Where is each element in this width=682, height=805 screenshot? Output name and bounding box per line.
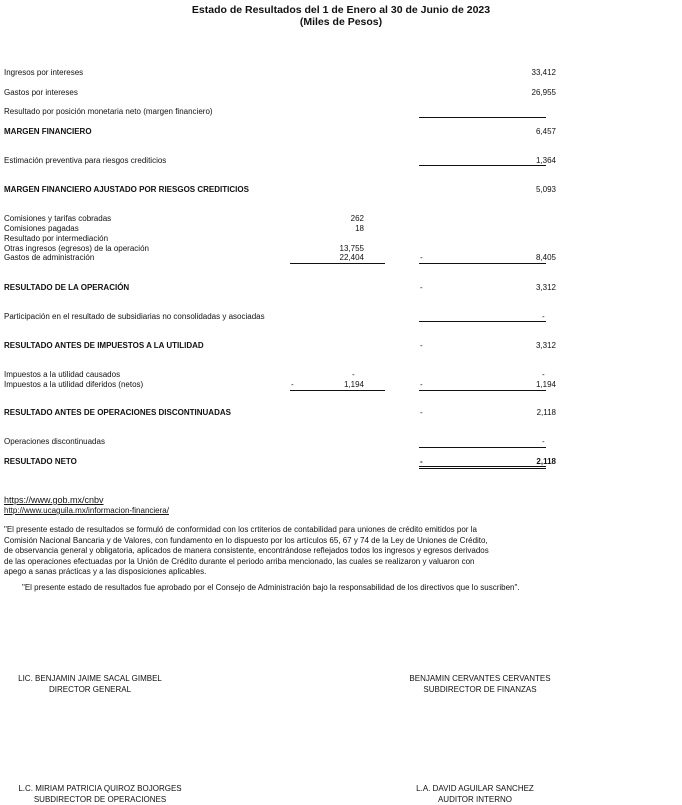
signature-name: LIC. BENJAMIN JAIME SACAL GIMBEL — [18, 674, 162, 683]
row-total-estimacion: 1,364 — [535, 156, 556, 165]
underline-margen-financiero — [419, 117, 546, 118]
underline-gastos-admin-amount — [290, 263, 385, 264]
link-cnbv[interactable]: https://www.gob.mx/cnbv — [4, 495, 104, 505]
row-label-gastos-admin: Gastos de administración — [4, 253, 95, 262]
row-label-comisiones-pagadas: Comisiones pagadas — [4, 224, 79, 233]
row-label-gastos-intereses: Gastos por intereses — [4, 88, 78, 97]
row-dash-antes-discontinuadas: - — [420, 408, 423, 417]
link-ucaguila[interactable]: http://www.ucaguila.mx/informacion-financiera/ — [4, 506, 169, 515]
row-total-impuestos-causados: - — [542, 370, 545, 379]
row-label-resultado-neto: RESULTADO NETO — [4, 457, 77, 466]
signature-subdirector-finanzas — [395, 673, 565, 695]
row-dash-left-impuestos-diferidos: - — [291, 380, 294, 389]
signature-name: L.A. DAVID AGUILAR SANCHEZ — [416, 784, 534, 793]
row-total-participacion: - — [542, 312, 545, 321]
row-total-antes-impuestos: 3,312 — [535, 341, 556, 350]
row-total-margen-financiero: 6,457 — [535, 127, 556, 136]
row-total-margen-ajustado: 5,093 — [535, 185, 556, 194]
row-label-resultado-operacion: RESULTADO DE LA OPERACIÓN — [4, 283, 130, 292]
row-label-intermediacion: Resultado por intermediación — [4, 234, 109, 243]
row-label-impuestos-diferidos: Impuestos a la utilidad diferidos (netos) — [4, 380, 144, 389]
row-dash-impuestos-diferidos: - — [420, 380, 423, 389]
row-label-margen-ajustado: MARGEN FINANCIERO AJUSTADO POR RIESGOS CREDITICIOS — [4, 185, 249, 194]
signature-subdirector-operaciones — [0, 783, 200, 805]
row-total-ingresos-intereses: 33,412 — [531, 68, 556, 77]
row-label-comisiones-cobradas: Comisiones y tarifas cobradas — [4, 214, 112, 223]
row-total-antes-discontinuadas: 2,118 — [536, 408, 556, 417]
double-underline-resultado-neto — [419, 466, 546, 469]
row-label-discontinuadas: Operaciones discontinuadas — [4, 437, 105, 446]
underline-impuestos-total — [419, 390, 546, 391]
underline-participacion — [419, 321, 546, 322]
signature-title: SUBDIRECTOR DE FINANZAS — [423, 685, 537, 694]
compliance-note-line-1: "El presente estado de resultados se formuló de conformidad con los crtiterios de contabilidad para uniones de crédito emitidos por la — [4, 525, 477, 534]
compliance-note-line-5: apego a sanas prácticas y a las disposiciones aplicables. — [4, 567, 207, 577]
row-label-impuestos-causados: Impuestos a la utilidad causados — [4, 370, 121, 379]
underline-gastos-admin-total — [419, 263, 546, 264]
row-label-posicion-monetaria: Resultado por posición monetaria neto (margen financiero) — [4, 107, 213, 116]
row-amount-gastos-admin: 22,404 — [339, 253, 364, 262]
row-label-antes-impuestos: RESULTADO ANTES DE IMPUESTOS A LA UTILIDAD — [4, 341, 204, 350]
row-label-estimacion: Estimación preventiva para riesgos crediticios — [4, 156, 167, 165]
row-amount-comisiones-pagadas: 18 — [355, 224, 364, 233]
signature-title: SUBDIRECTOR DE OPERACIONES — [33, 795, 167, 804]
signature-name: BENJAMIN CERVANTES CERVANTES — [409, 674, 551, 683]
row-total-impuestos-diferidos: 1,194 — [535, 380, 556, 389]
compliance-note-line-4: de las operaciones efectuadas por la Unión de Crédito durante el periodo arriba mencionado, las cuales se realizaron y valuaron con — [4, 556, 475, 566]
row-amount-comisiones-cobradas: 262 — [350, 214, 364, 223]
row-label-antes-discontinuadas: RESULTADO ANTES DE OPERACIONES DISCONTINUADAS — [4, 408, 231, 417]
row-dash-gastos-admin: - — [420, 253, 423, 262]
compliance-note-line-3: de observancia general y obligatoria, aplicados de manera consistente, encontrándose reflejados todos los ingresos y egresos derivados — [4, 546, 489, 556]
row-label-margen-financiero: MARGEN FINANCIERO — [4, 127, 92, 136]
statement-subtitle: (Miles de Pesos) — [299, 16, 383, 28]
row-label-ingresos-intereses: Ingresos por intereses — [4, 68, 84, 77]
row-label-participacion: Participación en el resultado de subsidiarias no consolidadas y asociadas — [4, 312, 265, 321]
row-dash-resultado-operacion: - — [420, 283, 423, 292]
row-amount-otros-ingresos: 13,755 — [339, 244, 364, 253]
signature-title: AUDITOR INTERNO — [437, 795, 513, 804]
signature-director-general — [0, 673, 180, 695]
signature-title: DIRECTOR GENERAL — [48, 685, 132, 694]
statement-title: Estado de Resultados del 1 de Enero al 30 de Junio de 2023 — [191, 4, 491, 16]
row-dash-resultado-neto: - — [420, 457, 423, 466]
signature-name: L.C. MIRIAM PATRICIA QUIROZ BOJORGES — [18, 784, 182, 793]
row-label-otros-ingresos: Otras ingresos (egresos) de la operación — [4, 244, 149, 253]
row-amount-impuestos-diferidos: 1,194 — [343, 380, 364, 389]
row-total-gastos-intereses: 26,955 — [531, 88, 556, 97]
row-total-discontinuadas: - — [542, 437, 545, 446]
compliance-note-line-2: Comisión Nacional Bancaria y de Valores, con fundamento en lo dispuesto por los artículos 65, 67 y 74 de la Ley de Uniones de Crédito, — [4, 535, 488, 545]
underline-discontinuadas — [419, 447, 546, 448]
row-total-gastos-admin: 8,405 — [535, 253, 556, 262]
row-total-resultado-operacion: 3,312 — [535, 283, 556, 292]
underline-estimacion — [419, 165, 546, 166]
compliance-note — [4, 525, 544, 578]
row-total-resultado-neto: 2,118 — [536, 457, 556, 466]
underline-impuestos-amount — [290, 390, 385, 391]
approval-note: "El presente estado de resultados fue aprobado por el Consejo de Administración bajo la responsabilidad de los directivos que lo suscriben". — [22, 583, 520, 592]
row-amount-impuestos-causados: - — [352, 370, 355, 379]
signature-auditor-interno — [400, 783, 550, 805]
row-dash-antes-impuestos: - — [420, 341, 423, 350]
